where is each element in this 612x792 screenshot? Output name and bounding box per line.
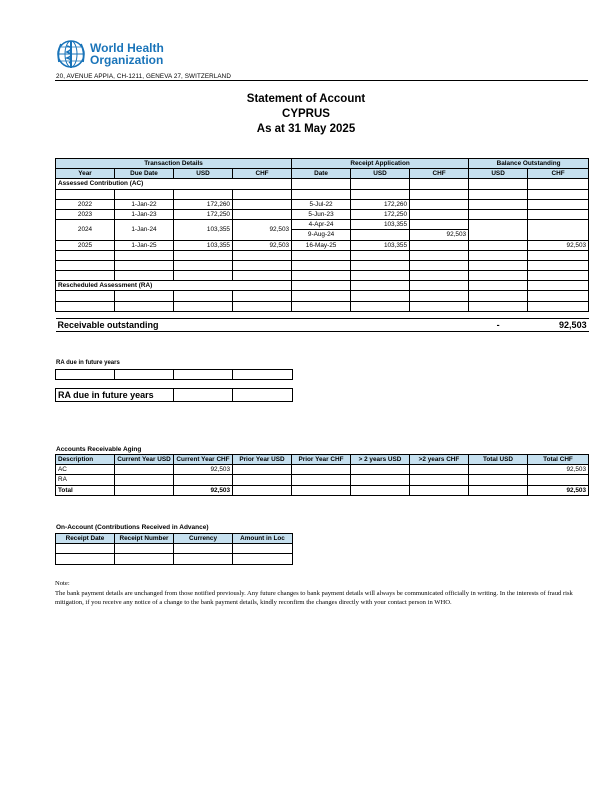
table-row: Total 92,503 92,503 <box>56 485 589 495</box>
aging-col-description: Description <box>56 455 115 465</box>
aging-col-total-usd: Total USD <box>469 455 528 465</box>
group-header-receipt: Receipt Application <box>292 159 469 169</box>
table-row: 2022 1-Jan-22 172,260 5-Jul-22 172,260 <box>56 199 589 209</box>
ra-future-big-table <box>55 388 293 402</box>
col-chf: CHF <box>233 169 292 179</box>
col-balance-chf: CHF <box>528 169 589 179</box>
on-account-col-receipt-date: Receipt Date <box>56 534 115 544</box>
receivable-label: Receivable outstanding <box>56 318 469 331</box>
col-receipt-usd: USD <box>351 169 410 179</box>
statement-title: Statement of Account <box>246 93 366 105</box>
table-row: 9-Aug-24 92,503 <box>56 230 589 240</box>
who-emblem-icon <box>55 38 87 70</box>
aging-col-2y-usd: > 2 years USD <box>351 455 410 465</box>
col-due-date: Due Date <box>115 169 174 179</box>
col-receipt-chf: CHF <box>410 169 469 179</box>
who-logo <box>55 38 175 70</box>
ac-section-label: Assessed Contribution (AC) <box>56 179 292 189</box>
ra-section-label: Rescheduled Assessment (RA) <box>56 281 292 291</box>
table-row: RA <box>56 475 589 485</box>
group-header-balance: Balance Outstanding <box>469 159 589 169</box>
aging-col-cy-usd: Current Year USD <box>115 455 174 465</box>
on-account-col-receipt-number: Receipt Number <box>115 534 174 544</box>
aging-col-py-chf: Prior Year CHF <box>292 455 351 465</box>
col-balance-usd: USD <box>469 169 528 179</box>
aging-col-cy-chf: Current Year CHF <box>174 455 233 465</box>
aging-col-2y-chf: >2 years CHF <box>410 455 469 465</box>
logo-line1: World Health <box>90 41 164 55</box>
table-row: AC 92,503 92,503 <box>56 465 589 475</box>
col-year: Year <box>56 169 115 179</box>
country-title: CYPRUS <box>282 108 330 120</box>
as-at-title: As at 31 May 2025 <box>256 123 356 135</box>
ra-future-big-label: RA due in future years <box>56 389 174 402</box>
address: 20, AVENUE APPIA, CH-1211, GENEVA 27, SWITZERLAND <box>56 73 231 80</box>
table-row: 2023 1-Jan-23 172,250 5-Jun-23 172,250 <box>56 209 589 219</box>
receivable-chf: 92,503 <box>528 318 589 331</box>
table-row: 2024 1-Jan-24 103,355 92,503 4-Apr-24 103,355 <box>56 220 589 230</box>
address-divider <box>55 80 588 81</box>
statement-table <box>55 158 589 332</box>
col-date: Date <box>292 169 351 179</box>
aging-col-total-chf: Total CHF <box>528 455 589 465</box>
logo-line2: Organization <box>90 53 164 67</box>
on-account-col-amount: Amount in Loc <box>233 534 293 544</box>
note-text: The bank payment details are unchanged from those notified previously. Any future changes to bank payment details will always be communicated officially in writing. In the interests of fraud risk mitigation, if you receive any notice of a change to the bank payment details, kindly reconfirm the changes directly with your contact person in WHO. <box>55 589 573 606</box>
on-account-table <box>55 533 293 565</box>
group-header-transaction: Transaction Details <box>56 159 292 169</box>
table-row: 2025 1-Jan-25 103,355 92,503 16-May-25 103,355 92,503 <box>56 240 589 250</box>
receivable-outstanding-row <box>56 318 589 331</box>
aging-table <box>55 454 589 496</box>
ra-future-small-label: RA due in future years <box>56 360 120 366</box>
col-usd: USD <box>174 169 233 179</box>
on-account-col-currency: Currency <box>174 534 233 544</box>
note-label: Note: <box>55 580 70 587</box>
ra-future-small-table <box>55 369 293 380</box>
receivable-usd: - <box>469 318 528 331</box>
aging-col-py-usd: Prior Year USD <box>233 455 292 465</box>
on-account-title: On-Account (Contributions Received in Advance) <box>56 524 209 531</box>
aging-title: Accounts Receivable Aging <box>56 446 142 453</box>
note <box>55 579 590 608</box>
